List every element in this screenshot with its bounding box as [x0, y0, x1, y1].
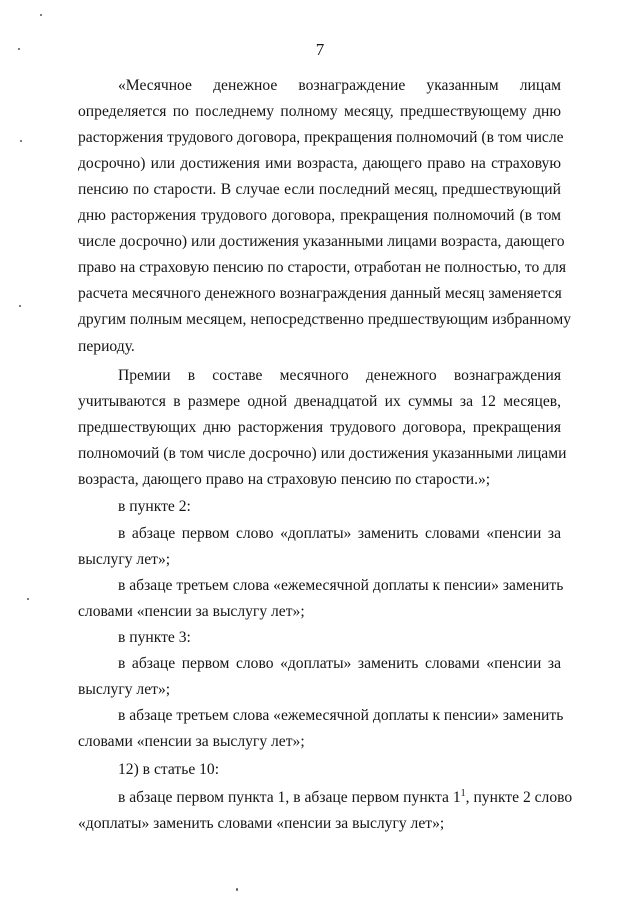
text-line-tail: , пункте 2 слово [465, 789, 573, 806]
text-line: другим полным месяцем, непосредственно предшествующим избранному [78, 311, 572, 328]
text-line: досрочно) или достижения ими возраста, дающего право на страховую [78, 155, 561, 172]
text-line-start: в абзаце первом пункта 1, в абзаце первом пункта 1 [118, 789, 461, 806]
scan-speck [27, 598, 29, 600]
text-line: право на страховую пенсию по старости, отработан не полностью, то для [78, 259, 567, 276]
text-line: возраста, дающего право на страховую пенсию по старости.»; [78, 471, 491, 488]
text-line: в пункте 2: [118, 498, 191, 515]
text-line: словами «пенсии за выслугу лет»; [78, 733, 305, 750]
scan-speck [20, 140, 22, 142]
text-line: выслугу лет»; [78, 681, 171, 698]
text-line: 12) в статье 10: [118, 761, 220, 778]
text-line: словами «пенсии за выслугу лет»; [78, 603, 305, 620]
text-line: полномочий (в том числе досрочно) или достижения указанными лицами [78, 445, 567, 462]
text-line: числе досрочно) или достижения указанными лицами возраста, дающего [78, 233, 565, 250]
text-line: в абзаце третьем слова «ежемесячной доплаты к пенсии» заменить [118, 577, 564, 594]
scan-speck [236, 888, 238, 891]
scan-speck [18, 48, 20, 50]
scan-speck [19, 305, 21, 307]
superscript: 1 [460, 788, 466, 799]
scan-speck [40, 14, 42, 16]
text-line [118, 788, 573, 808]
text-line: в абзаце первом слово «доплаты» заменить словами «пенсии за [118, 655, 561, 672]
text-line: расторжения трудового договора, прекращения полномочий (в том числе [78, 129, 564, 146]
text-line: периоду. [78, 338, 135, 355]
text-line: «Месячное денежное вознаграждение указанным лицам [118, 77, 561, 94]
text-line: Премии в составе месячного денежного вознаграждения [118, 367, 561, 384]
text-line: определяется по последнему полному месяцу, предшествующему дню [78, 103, 561, 120]
text-line: в абзаце третьем слова «ежемесячной доплаты к пенсии» заменить [118, 707, 564, 724]
text-line: пенсию по старости. В случае если последний месяц, предшествующий [78, 181, 561, 198]
page-number: 7 [315, 40, 325, 59]
text-line: в пункте 3: [118, 629, 191, 646]
text-line: расчета месячного денежного вознаграждения данный месяц заменяется [78, 285, 562, 302]
text-line: «доплаты» заменить словами «пенсии за выслугу лет»; [78, 815, 445, 832]
text-line: учитываются в размере одной двенадцатой их суммы за 12 месяцев, [78, 393, 561, 410]
text-line: дню расторжения трудового договора, прекращения полномочий (в том [78, 207, 561, 224]
text-line: выслугу лет»; [78, 551, 171, 568]
text-line: предшествующих дню расторжения трудового договора, прекращения [78, 419, 561, 436]
text-line: в абзаце первом слово «доплаты» заменить словами «пенсии за [118, 525, 561, 542]
